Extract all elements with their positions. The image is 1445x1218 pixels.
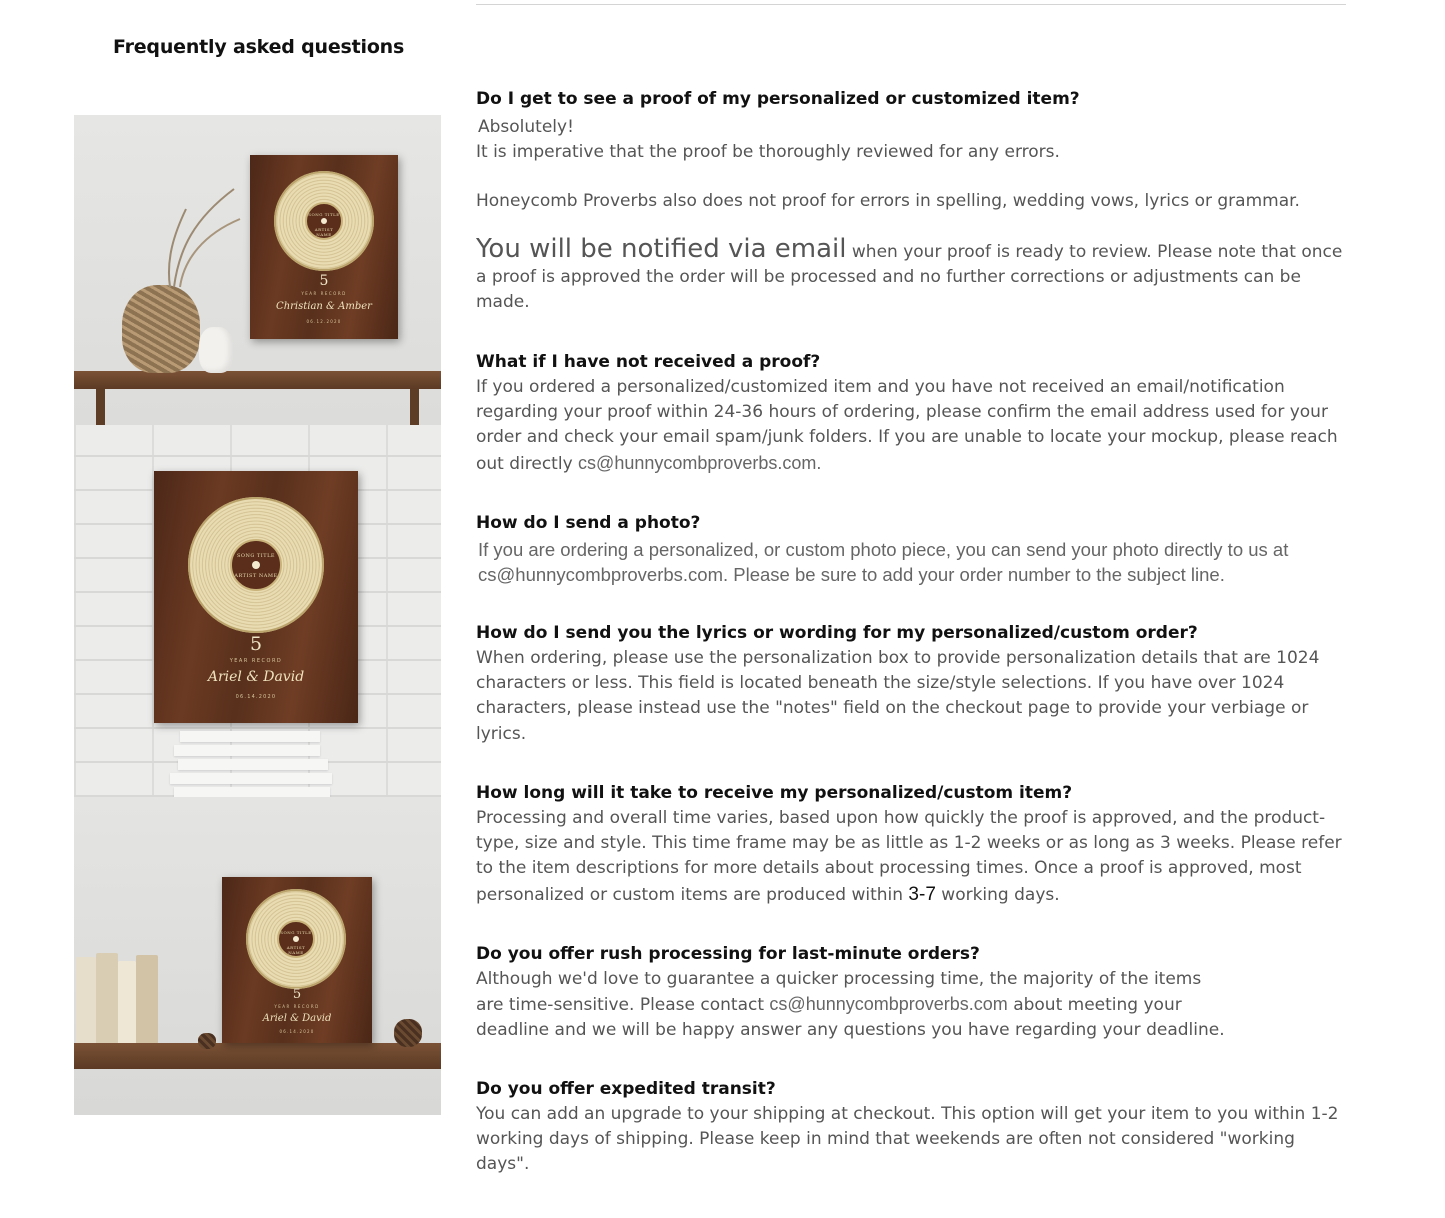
poster-frame xyxy=(222,877,372,1043)
poster-subtitle: YEAR RECORD xyxy=(229,658,283,664)
contact-email: cs@hunnycombproverbs.com xyxy=(769,994,1008,1015)
poster-names: Christian & Amber xyxy=(276,301,372,312)
pinecone xyxy=(394,1019,422,1047)
table-top xyxy=(74,371,441,389)
faq-answer-text: If you ordered a personalized/customized item and you have not received an email/notification regarding your proof within 24-36 hours of ordering, please confirm the email address used for your order and check your email spam/junk folders. If you are unable to locate your mockup, please reach out directly xyxy=(476,377,1338,474)
book xyxy=(96,953,118,1043)
record-artist: ARTIST NAME xyxy=(286,945,306,955)
faq-answer-continued: when your proof is ready to review. Please note that once a proof is approved the order will be processed and no further corrections or adjustments can be made. xyxy=(476,241,1343,313)
product-photo-wall xyxy=(74,115,441,425)
poster-names: Ariel & David xyxy=(262,1013,332,1024)
table-leg xyxy=(410,389,419,425)
poster-number: 5 xyxy=(249,633,263,655)
record-song-title: SONG TITLE xyxy=(308,212,340,217)
stacked-book xyxy=(174,745,320,756)
pinecone xyxy=(198,1033,216,1049)
faq-answer: Absolutely! xyxy=(478,117,574,137)
faq-section-title: Frequently asked questions xyxy=(113,36,405,58)
poster-subtitle: YEAR RECORD xyxy=(301,291,347,296)
poster-number: 5 xyxy=(319,273,329,289)
top-divider xyxy=(476,4,1346,5)
faq-answer: It is imperative that the proof be thoroughly reviewed for any errors. xyxy=(476,142,1060,163)
faq-answer-text: working days. xyxy=(935,884,1060,905)
poster-frame xyxy=(250,155,398,339)
faq-question: Do I get to see a proof of my personalized or customized item? xyxy=(476,89,1080,109)
working-days-range: 3-7 xyxy=(908,883,936,905)
shelf-board xyxy=(74,1043,441,1069)
record-label xyxy=(277,920,315,958)
poster-date: 06.12.2020 xyxy=(306,319,342,324)
faq-answer xyxy=(476,233,1351,316)
faq-answer xyxy=(476,806,1351,908)
record-hole xyxy=(293,936,299,942)
book xyxy=(118,961,136,1043)
table-leg xyxy=(96,389,105,425)
poster-frame xyxy=(154,471,358,723)
faq-answer: When ordering, please use the personalization box to provide personalization details that are 1024 characters or less. This field is located beneath the size/style selections. If you have over 1024 characters, please instead use the "notes" field on the checkout page to provide your verbiage or lyrics. xyxy=(476,648,1320,744)
pampas-grass xyxy=(134,179,244,289)
product-photo-brick xyxy=(74,425,441,797)
poster-date: 06.14.2020 xyxy=(279,1029,315,1034)
faq-item-no-proof xyxy=(476,349,1351,477)
faq-answer xyxy=(476,992,1351,1018)
vinyl-record xyxy=(246,889,346,989)
faq-question: How do I send you the lyrics or wording for my personalized/custom order? xyxy=(476,623,1198,643)
poster-number: 5 xyxy=(292,987,302,1002)
poster-names: Ariel & David xyxy=(207,669,305,685)
faq-answer: deadline and we will be happy answer any questions you have regarding your deadline. xyxy=(476,1020,1225,1041)
record-label xyxy=(305,202,343,240)
faq-question: Do you offer expedited transit? xyxy=(476,1079,776,1099)
stacked-book xyxy=(180,731,320,742)
faq-answer-text: are time-sensitive. Please contact xyxy=(476,995,770,1016)
faq-question: How long will it take to receive my personalized/custom item? xyxy=(476,783,1073,803)
faq-item-send-photo xyxy=(476,510,1351,587)
contact-email: cs@hunnycombproverbs.com. xyxy=(578,452,822,473)
faq-item-proof xyxy=(476,86,1351,315)
stacked-book xyxy=(178,759,328,770)
faq-answer: If you are ordering a personalized, or custom photo piece, you can send your photo directly to us at xyxy=(478,539,1289,560)
woven-vase xyxy=(122,285,200,373)
record-song-title: SONG TITLE xyxy=(280,930,312,935)
record-artist: ARTIST NAME xyxy=(234,573,278,579)
faq-answer: Honeycomb Proverbs also does not proof for errors in spelling, wedding vows, lyrics or grammar. xyxy=(476,191,1300,212)
poster-date: 06.14.2020 xyxy=(235,694,277,700)
faq-answer xyxy=(476,375,1351,477)
faq-question: How do I send a photo? xyxy=(476,513,701,533)
faq-item-expedited xyxy=(476,1076,1351,1178)
faq-item-send-lyrics xyxy=(476,620,1351,747)
record-artist: ARTIST NAME xyxy=(314,227,334,237)
book xyxy=(76,957,96,1043)
stacked-book xyxy=(170,773,332,784)
notify-email-emphasis: You will be notified via email xyxy=(476,233,847,264)
poster-subtitle: YEAR RECORD xyxy=(274,1004,320,1009)
vinyl-record xyxy=(188,497,324,633)
record-hole xyxy=(321,218,327,224)
record-song-title: SONG TITLE xyxy=(236,553,276,559)
faq-answer: cs@hunnycombproverbs.com. Please be sure to add your order number to the subject line. xyxy=(478,563,1225,585)
white-vase xyxy=(199,327,233,373)
book xyxy=(136,955,158,1043)
faq-item-rush xyxy=(476,941,1351,1044)
record-hole xyxy=(252,561,260,569)
product-photo-shelf xyxy=(74,797,441,1115)
vinyl-record xyxy=(274,171,374,271)
faq-answer: Although we'd love to guarantee a quicker processing time, the majority of the items xyxy=(476,969,1202,989)
faq-answer: You can add an upgrade to your shipping at checkout. This option will get your item to you within 1-2 working days of shipping. Please keep in mind that weekends are often not considered "working days". xyxy=(476,1104,1339,1175)
faq-question: Do you offer rush processing for last-minute orders? xyxy=(476,944,980,964)
stacked-book xyxy=(174,787,330,797)
faq-question: What if I have not received a proof? xyxy=(476,352,821,372)
record-label xyxy=(230,539,282,591)
faq-answer-text: Processing and overall time varies, based upon how quickly the proof is approved, and the product-type, size and style. This time frame may be as little as 1-2 weeks or as long as 3 weeks. Please refer to the item descriptions for more details about processing times. Once a proof is approved, most personalized or custom items are produced within xyxy=(476,808,1342,905)
faq-answer-text: about meeting your xyxy=(1007,995,1182,1016)
faq-item-turnaround xyxy=(476,780,1351,908)
